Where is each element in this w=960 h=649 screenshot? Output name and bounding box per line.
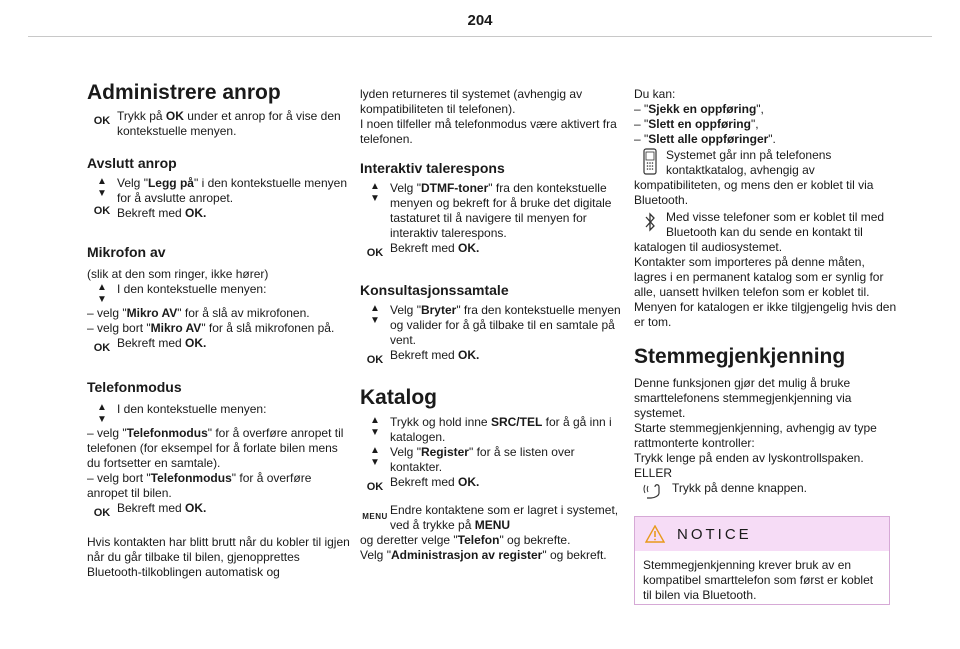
down-arrow-icon: ▼ [97, 188, 107, 199]
katalog-empty-text: Menyen for katalogen er ikke tilgjengelig hvis den er tom. [634, 300, 897, 329]
notice-header [635, 517, 889, 551]
down-arrow-icon: ▼ [97, 414, 107, 425]
dtmf-confirm-row [360, 241, 625, 261]
heading-avslutt-anrop: Avslutt anrop [87, 155, 177, 171]
down-arrow-icon: ▼ [370, 315, 380, 326]
bryter-row [360, 303, 625, 348]
section-title-katalog: Katalog [360, 386, 438, 409]
ok-button-icon: OK [366, 354, 384, 366]
up-arrow-icon: ▲ [97, 176, 107, 187]
heading-mikrofon-av: Mikrofon av [87, 244, 166, 260]
dtmf-text: Velg "DTMF-toner" fra den kontekstuelle menyen og bekreft for å bruke det digitale tastaturet til å navigere til menyen for interaktiv talerespons. [390, 181, 612, 240]
bluetooth-icon [634, 210, 666, 238]
mikrofon-ctx-row [87, 282, 352, 306]
katalog-row-3 [360, 475, 625, 495]
bryter-text: Velg "Bryter" fra den kontekstuelle menyen og valider for å gå tilbake til en samtale på vent. [390, 303, 621, 347]
intro-row [87, 109, 352, 139]
notice-box [634, 516, 890, 605]
katalog-row-1 [360, 415, 625, 445]
katalog-text-1: Trykk og hold inne SRC/TEL for å gå inn i katalogen. [390, 415, 612, 444]
down-arrow-icon: ▼ [370, 457, 380, 468]
katalog-text-2: Velg "Register" for å se listen over kontakter. [390, 445, 575, 474]
mikrofon-item-2: – velg bort "Mikro AV" for å slå mikrofonen på. [87, 321, 335, 335]
phone-note: Systemet går inn på telefonens kontaktkatalog, avhengig av kompatibiliteten, og mens den er koblet til via Bluetooth. [634, 148, 874, 207]
option-3: – "Slett alle oppføringer". [634, 132, 776, 146]
continuation-text-2: I noen tilfeller må telefonmodus være aktivert fra telefonen. [360, 117, 617, 146]
telefonmodus-item-2: – velg bort "Telefonmodus" for å overføre anropet til bilen. [87, 471, 312, 500]
up-arrow-icon: ▲ [97, 402, 107, 413]
up-arrow-icon: ▲ [370, 303, 380, 314]
stemme-p2: Starte stemmegjenkjenning, avhengig av type rattmonterte kontroller: [634, 421, 877, 450]
down-arrow-icon: ▼ [97, 294, 107, 305]
ok-button-icon: OK [93, 342, 111, 354]
katalog-text-5: Velg "Administrasjon av register" og bekreft. [360, 548, 607, 562]
voice-command-icon [641, 481, 665, 501]
heading-konsultasjonssamtale: Konsultasjonssamtale [360, 282, 509, 298]
avslutt-text: Velg "Legg på" i den kontekstuelle menyen for å avslutte anropet. Bekreft med OK. [117, 176, 347, 220]
katalog-text-3: Bekreft med OK. [390, 475, 480, 489]
dtmf-confirm-text: Bekreft med OK. [390, 241, 480, 255]
page-number: 204 [467, 12, 493, 29]
column-3 [634, 87, 899, 501]
voice-button-text: Trykk på denne knappen. [672, 481, 807, 495]
telefonmodus-ctx-text: I den kontekstuelle menyen: [117, 402, 267, 416]
down-arrow-icon: ▼ [370, 193, 380, 204]
bryter-confirm-text: Bekreft med OK. [390, 348, 480, 362]
heading-telefonmodus: Telefonmodus [87, 379, 182, 395]
katalog-row-4 [360, 503, 625, 533]
intro-text: Trykk på OK under et anrop for å vise den kontekstuelle menyen. [117, 109, 341, 138]
katalog-text-4: Endre kontaktene som er lagret i systemet, ved å trykke på MENU [390, 503, 619, 532]
section-title-stemmegjenkjenning: Stemmegjenkjenning [634, 345, 846, 368]
katalog-row-2 [360, 445, 625, 475]
avslutt-row [87, 176, 352, 221]
ok-button-icon: OK [93, 205, 111, 217]
up-arrow-icon: ▲ [370, 415, 380, 426]
dtmf-row [360, 181, 625, 241]
section-title-administrere-anrop: Administrere anrop [87, 81, 281, 104]
mikrofon-confirm-row [87, 336, 352, 356]
heading-interaktiv-talerespons: Interaktiv talerespons [360, 160, 505, 176]
telefonmodus-ctx-row [87, 402, 352, 426]
ok-button-icon: OK [93, 115, 111, 127]
mikrofon-intro: (slik at den som ringer, ikke hører) [87, 267, 269, 281]
header-rule [28, 36, 932, 37]
telefonmodus-confirm-text: Bekreft med OK. [117, 501, 207, 515]
column-2 [360, 87, 625, 563]
continuation-text: lyden returneres til systemet (avhengig av kompatibiliteten til telefonen). [360, 87, 583, 116]
telefonmodus-tail: Hvis kontakten har blitt brutt når du kobler til igjen når du går tilbake til bilen, gjenopprettes Bluetooth-tilkoblingen automatisk og [87, 535, 350, 579]
up-arrow-icon: ▲ [370, 181, 380, 192]
telefonmodus-item-1: – velg "Telefonmodus" for å overføre anropet til telefonen (for eksempel for å forlate bilen mens du fortsetter en samtale). [87, 426, 344, 470]
menu-button-icon: MENU [362, 512, 388, 521]
katalog-permanent-text: Kontakter som importeres på denne måten, lagres i en permanent katalog som er synlig for alle, uansett hvilken telefon som er koblet til. [634, 255, 884, 299]
du-kan: Du kan: [634, 87, 676, 101]
option-2: – "Slett en oppføring", [634, 117, 759, 131]
ok-button-icon: OK [366, 481, 384, 493]
ok-button-icon: OK [366, 247, 384, 259]
telefonmodus-confirm-row [87, 501, 352, 521]
stemme-p1: Denne funksjonen gjør det mulig å bruke smarttelefonens stemmegjenkjenning via systemet. [634, 376, 852, 420]
ok-button-icon: OK [93, 507, 111, 519]
mikrofon-item-1: – velg "Mikro AV" for å slå av mikrofonen. [87, 306, 310, 320]
column-1 [87, 80, 352, 580]
notice-body: Stemmegjenkjenning krever bruk av en kompatibel smarttelefon som først er koblet til bilen via Bluetooth. [643, 558, 874, 602]
katalog-text-4b: og deretter velge "Telefon" og bekrefte. [360, 533, 571, 547]
stemme-p3: Trykk lenge på enden av lyskontrollspaken. [634, 451, 864, 465]
mikrofon-confirm-text: Bekreft med OK. [117, 336, 207, 350]
option-1: – "Sjekk en oppføring", [634, 102, 764, 116]
bryter-confirm-row [360, 348, 625, 368]
up-arrow-icon: ▲ [97, 282, 107, 293]
up-arrow-icon: ▲ [370, 445, 380, 456]
phone-icon [634, 148, 666, 178]
bluetooth-note: Med visse telefoner som er koblet til med Bluetooth kan du sende en kontakt til katalogen til audiosystemet. [634, 210, 885, 254]
down-arrow-icon: ▼ [370, 427, 380, 438]
notice-title: NOTICE [677, 525, 752, 543]
voice-button-row [634, 481, 899, 501]
warning-icon [645, 525, 665, 543]
stemme-p4: ELLER [634, 466, 673, 480]
mikrofon-ctx-text: I den kontekstuelle menyen: [117, 282, 267, 296]
